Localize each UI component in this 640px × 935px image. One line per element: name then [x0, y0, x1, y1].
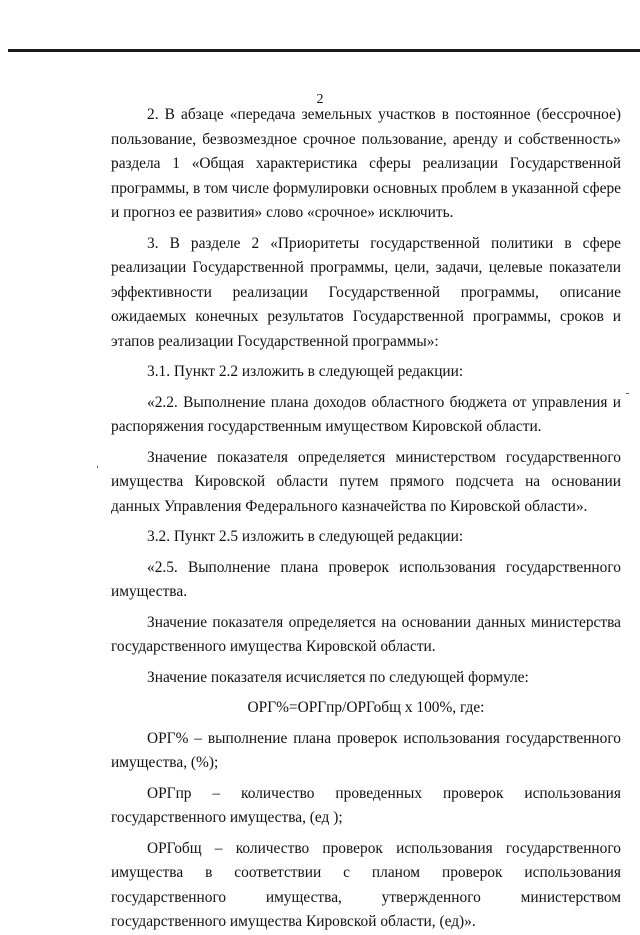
- definition-org-percent: ОРГ% – выполнение плана проверок использования государственного имущества, (%);: [111, 729, 621, 771]
- header-rule: [8, 49, 640, 52]
- paragraph-quote-2-5: «2.5. Выполнение плана проверок использования государственного имущества.: [111, 558, 621, 600]
- paragraph-subitem-3-1: 3.1. Пункт 2.2 изложить в следующей редакции:: [147, 363, 464, 380]
- paragraph-indicator-note-1: Значение показателя определяется министерством государственного имущества Кировской области путем прямого подсчета на основании данных Управления Федерального казначейства по Кировской области».: [111, 448, 621, 515]
- paragraph-quote-2-2: «2.2. Выполнение плана доходов областного бюджета от управления и распоряжения государственным имуществом Кировской области.: [111, 393, 621, 435]
- paragraph-indicator-note-2: Значение показателя определяется на основании данных министерства государственного имущества Кировской области.: [111, 613, 621, 655]
- scan-speck: [626, 393, 629, 394]
- document-body: [111, 103, 621, 935]
- definition-org-obshch: ОРГобщ – количество проверок использования государственного имущества в соответствии с планом проверок использования государственного имущества, утвержденного министерством государственного имущества Кировской области, (ед)».: [111, 839, 621, 930]
- paragraph-item-2: 2. В абзаце «передача земельных участков в постоянное (бессрочное) пользование, безвозмездное срочное пользование, аренду и собственность» раздела 1 «Общая характеристика сферы реализации Государственной программы, в том числе формулировки основных проблем в указанной сфере и прогноз ее развития» слово «срочное» исключить.: [111, 106, 621, 221]
- paragraph-item-3: 3. В разделе 2 «Приоритеты государственной политики в сфере реализации Государственной программы, цели, задачи, целевые показатели эффективности реализации Государственной программы, описание ожидаемых конечных результатов Государственной программы, сроков и этапов реализации Государственной программы»:: [111, 234, 621, 350]
- definition-org-pr: ОРГпр – количество проведенных проверок использования государственного имущества, (ед );: [111, 784, 621, 826]
- paragraph-subitem-3-2: 3.2. Пункт 2.5 изложить в следующей редакции:: [147, 528, 464, 545]
- formula-line: ОРГ%=ОРГпр/ОРГобщ х 100%, где:: [247, 699, 485, 716]
- page-number: 2: [316, 92, 324, 107]
- scan-speck: [97, 466, 98, 468]
- paragraph-formula-intro: Значение показателя исчисляется по следующей формуле:: [147, 668, 529, 686]
